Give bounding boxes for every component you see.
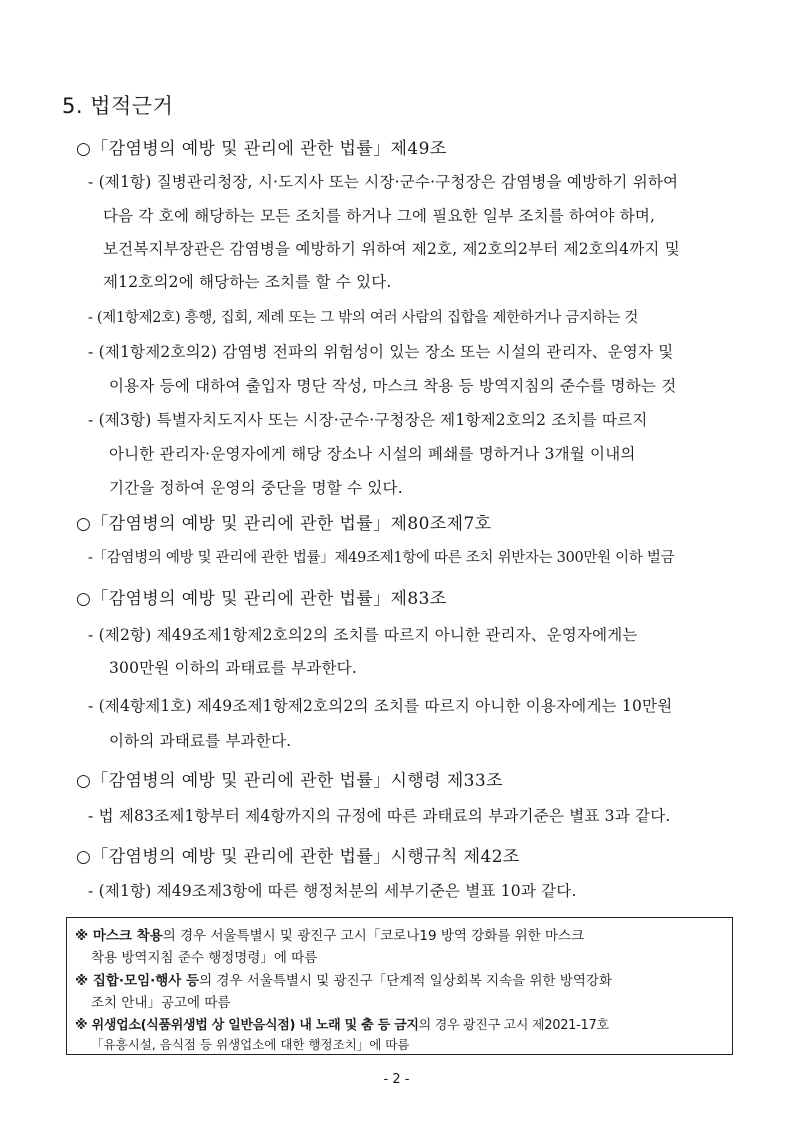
article-83-line-2: 300만원 이하의 과태료를 부과한다.	[109, 659, 357, 677]
article-83-line-3: - (제4항제1호) 제49조제1항제2호의2의 조치를 따르지 아니한 이용자에게는 10만원	[88, 697, 673, 715]
article-83-line-4: 이하의 과태료를 부과한다.	[109, 732, 292, 750]
article-83-line-1: - (제2항) 제49조제1항제2호의2의 조치를 따르지 아니한 관리자、운영자에게는	[88, 626, 638, 644]
note-mark: ※	[75, 928, 93, 944]
page-number: - 2 -	[383, 1072, 410, 1087]
note-emphasis: 마스크 착용	[92, 928, 163, 944]
article-49-line-6: - (제1항제2호의2) 감염병 전파의 위험성이 있는 장소 또는 시설의 관리자、운영자 및	[88, 343, 674, 361]
article-49-line-10: 기간을 정하여 운영의 중단을 명할 수 있다.	[109, 479, 403, 497]
note-mark: ※	[75, 973, 93, 989]
note-line-3	[75, 969, 612, 989]
article-49-line-1: - (제1항) 질병관리청장, 시·도지사 또는 시장·군수·구청장은 감염병을 예방하기 위하여	[88, 173, 679, 191]
note-line-2	[91, 946, 317, 966]
note-line-5	[75, 1014, 609, 1033]
note-text: 의 경우 광진구 고시 제2021-17호	[418, 1018, 609, 1033]
section-heading: 5. 법적근거	[62, 94, 174, 118]
note-text: 「유흥시설, 음식점 등 위생업소에 대한 행정조치」에 따름	[91, 1037, 410, 1052]
law-article-80-title: ○「감염병의 예방 및 관리에 관한 법률」제80조제7호	[76, 514, 492, 534]
note-text: 의 경우 서울특별시 및 광진구 고시「코로나19 방역 강화를 위한 마스크	[162, 928, 585, 944]
note-emphasis: 위생업소(식품위생법 상 일반음식점) 내 노래 및 춤 등 금지	[91, 1018, 419, 1033]
note-text: 조치 안내」공고에 따름	[91, 995, 231, 1011]
note-line-1	[75, 924, 584, 944]
note-mark: ※	[75, 1018, 92, 1033]
article-49-line-3: 보건복지부장관은 감염병을 예방하기 위하여 제2호, 제2호의2부터 제2호의4까지 및	[103, 240, 680, 258]
article-49-line-8: - (제3항) 특별자치도지사 또는 시장·군수·구청장은 제1항제2호의2 조치를 따르지	[88, 411, 648, 429]
note-emphasis: 집합·모임·행사 등	[92, 973, 200, 989]
article-80-line-1: -「감염병의 예방 및 관리에 관한 법률」제49조제1항에 따른 조치 위반자는 300만원 이하 벌금	[88, 550, 675, 566]
article-49-line-7: 이용자 등에 대하여 출입자 명단 작성, 마스크 착용 등 방역지침의 준수를 명하는 것	[109, 377, 677, 395]
note-text: 의 경우 서울특별시 및 광진구「단계적 일상회복 지속을 위한 방역강화	[199, 973, 613, 989]
rule-article-42-title: ○「감염병의 예방 및 관리에 관한 법률」시행규칙 제42조	[76, 847, 520, 867]
law-article-49-title: ○「감염병의 예방 및 관리에 관한 법률」제49조	[76, 139, 447, 159]
notice-box	[66, 917, 733, 1055]
note-text: 착용 방역지침 준수 행정명령」에 따름	[91, 950, 318, 966]
decree-article-33-title: ○「감염병의 예방 및 관리에 관한 법률」시행령 제33조	[76, 771, 503, 791]
note-line-6	[91, 1035, 409, 1053]
rule-42-line-1: - (제1항) 제49조제3항에 따른 행정처분의 세부기준은 별표 10과 같다.	[88, 882, 577, 900]
article-49-line-4: 제12호의2에 해당하는 조치를 할 수 있다.	[103, 273, 392, 291]
article-49-line-9: 아니한 관리자·운영자에게 해당 장소나 시설의 폐쇄를 명하거나 3개월 이내의	[109, 445, 636, 463]
note-line-4	[91, 991, 230, 1011]
article-49-line-2: 다음 각 호에 해당하는 모든 조치를 하거나 그에 필요한 일부 조치를 하여야 하며,	[103, 207, 656, 225]
decree-33-line-1: - 법 제83조제1항부터 제4항까지의 규정에 따른 과태료의 부과기준은 별표 3과 같다.	[88, 807, 671, 825]
article-49-line-5: - (제1항제2호) 흥행, 집회, 제례 또는 그 밖의 여러 사람의 집합을 제한하거나 금지하는 것	[88, 310, 639, 326]
law-article-83-title: ○「감염병의 예방 및 관리에 관한 법률」제83조	[76, 589, 447, 609]
